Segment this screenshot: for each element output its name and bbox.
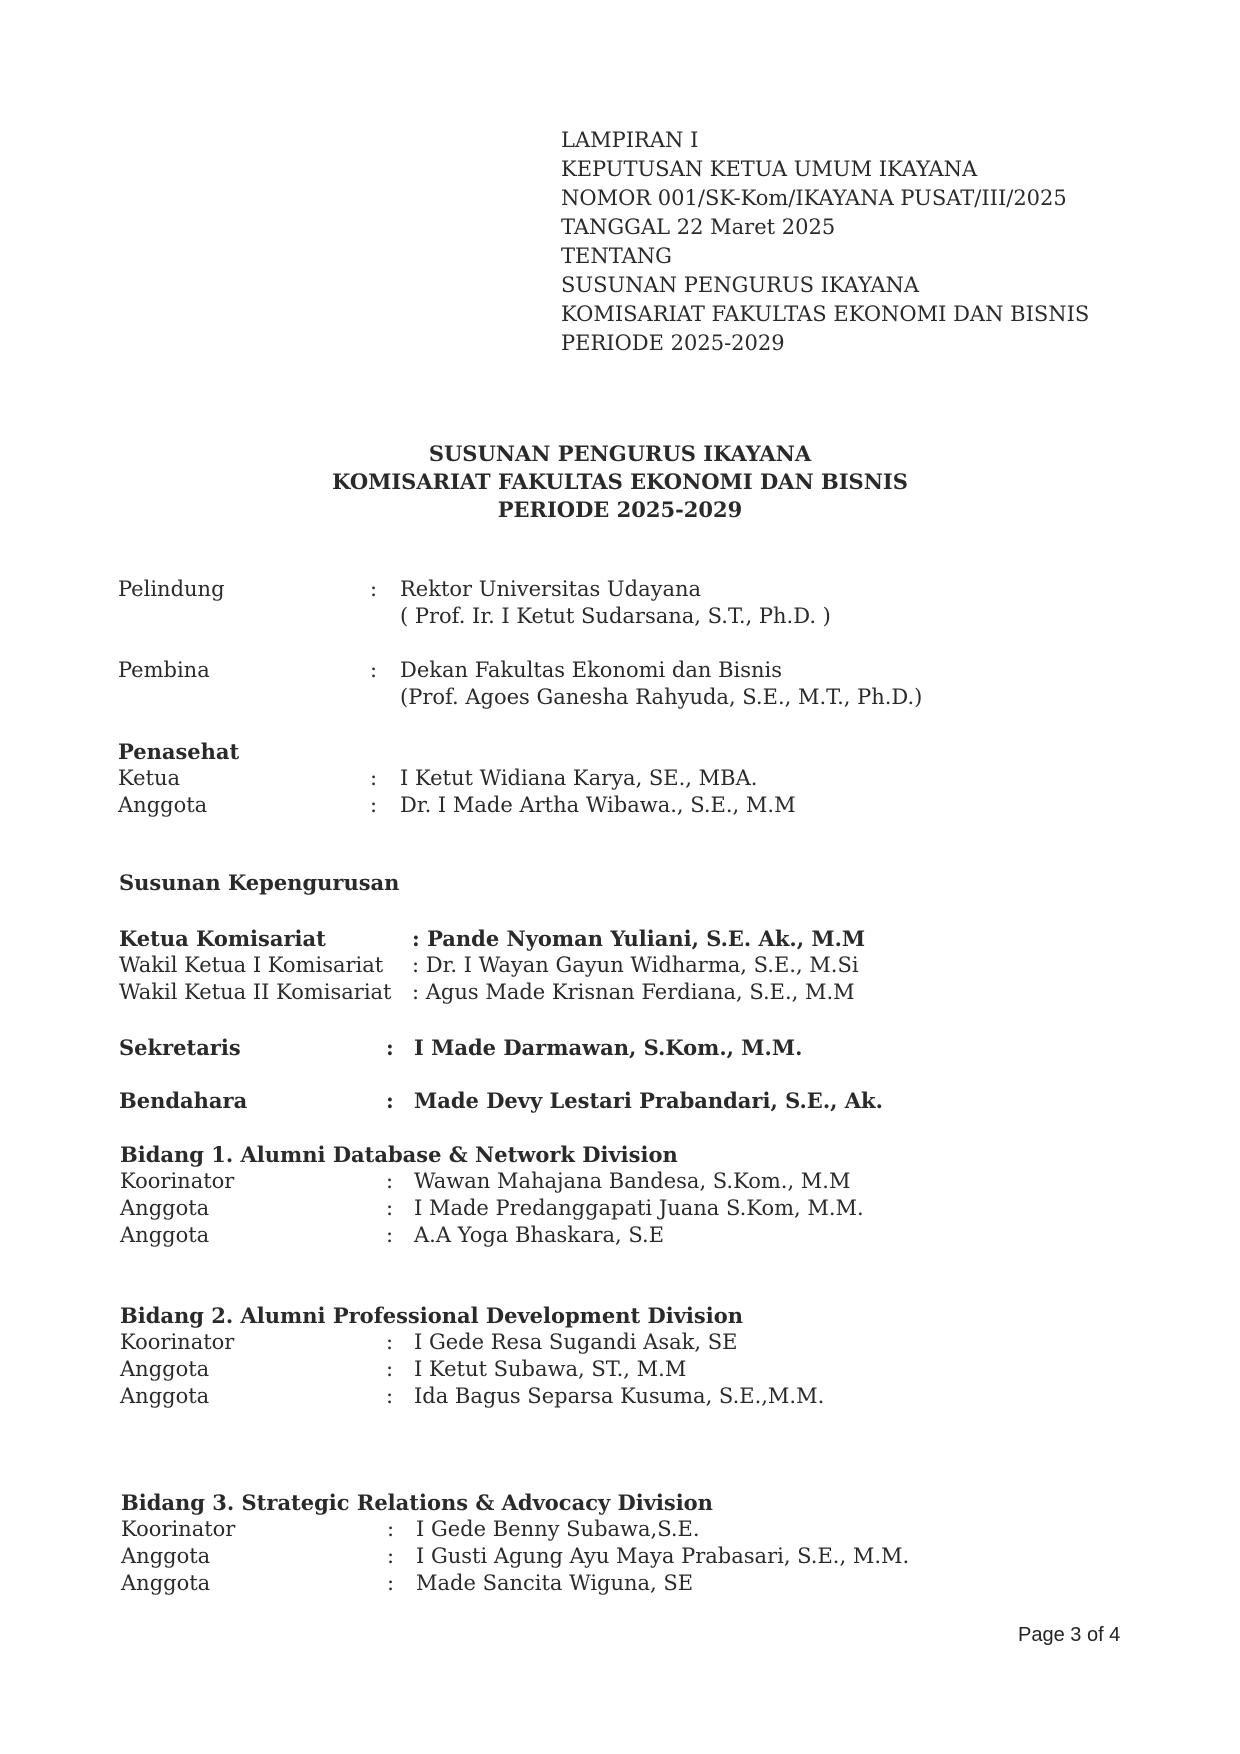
row-label: Anggota [120,1357,210,1381]
colon: : [370,793,378,817]
appendix-line: SUSUNAN PENGURUS IKAYANA [561,273,920,297]
row-label: Ketua Komisariat [119,926,326,951]
row-value: I Made Darmawan, S.Kom., M.M. [414,1035,803,1060]
appendix-line: NOMOR 001/SK-Kom/IKAYANA PUSAT/III/2025 [561,186,1067,210]
row-value: Ida Bagus Separsa Kusuma, S.E.,M.M. [414,1384,825,1408]
row-label: Anggota [121,1544,211,1568]
colon: : [370,658,378,682]
row-value: Made Devy Lestari Prabandari, S.E., Ak. [414,1088,883,1113]
appendix-header [561,126,1089,358]
penasehat-heading: Penasehat [118,739,240,764]
pembina-detail: (Prof. Agoes Ganesha Rahyuda, S.E., M.T., Ph.D.) [400,685,923,709]
row-value: I Gusti Agung Ayu Maya Prabasari, S.E., M.M. [416,1544,910,1568]
pelindung-value: Rektor Universitas Udayana [400,577,702,601]
pelindung-detail: ( Prof. Ir. I Ketut Sudarsana, S.T., Ph.D. ) [400,604,831,628]
pembina-label: Pembina [118,658,210,682]
page-number: Page 3 of 4 [1018,1624,1121,1646]
row-label: Koorinator [120,1330,235,1354]
appendix-line: LAMPIRAN I [561,128,699,152]
row-label: Koorinator [120,1169,235,1193]
appendix-line: PERIODE 2025-2029 [561,331,785,355]
row-label: Anggota [120,1223,210,1247]
row-value: : Agus Made Krisnan Ferdiana, S.E., M.M [412,980,855,1004]
colon: : [387,1517,395,1541]
row-value: Wawan Mahajana Bandesa, S.Kom., M.M [414,1169,851,1193]
kepengurusan-heading: Susunan Kepengurusan [119,870,400,895]
row-value: : Dr. I Wayan Gayun Widharma, S.E., M.Si [412,953,859,977]
pembina-value: Dekan Fakultas Ekonomi dan Bisnis [400,658,783,682]
colon: : [386,1357,394,1381]
row-value: I Made Predanggapati Juana S.Kom, M.M. [414,1196,864,1220]
row-label: Wakil Ketua II Komisariat [119,980,392,1004]
row-label: Anggota [120,1196,210,1220]
title-line: KOMISARIAT FAKULTAS EKONOMI DAN BISNIS [332,469,908,494]
colon: : [386,1330,394,1354]
row-value: Made Sancita Wiguna, SE [416,1571,694,1595]
bidang-1-heading: Bidang 1. Alumni Database & Network Division [120,1142,678,1167]
colon: : [386,1169,394,1193]
colon: : [386,1223,394,1247]
row-label: Ketua [118,766,181,790]
appendix-line: TANGGAL 22 Maret 2025 [561,215,836,239]
row-label: Anggota [120,1384,210,1408]
row-value: I Gede Resa Sugandi Asak, SE [414,1330,738,1354]
bidang-2-heading: Bidang 2. Alumni Professional Development Division [120,1303,743,1328]
document-title [0,440,1240,524]
row-label: Bendahara [119,1088,248,1113]
colon: : [386,1035,394,1060]
row-label: Koorinator [121,1517,236,1541]
appendix-line: TENTANG [561,244,672,268]
colon: : [386,1384,394,1408]
appendix-line: KOMISARIAT FAKULTAS EKONOMI DAN BISNIS [561,302,1090,326]
colon: : [386,1196,394,1220]
row-label: Anggota [118,793,208,817]
row-value: Dr. I Made Artha Wibawa., S.E., M.M [400,793,796,817]
pelindung-label: Pelindung [118,577,225,601]
colon: : [370,766,378,790]
row-label: Anggota [121,1571,211,1595]
row-value: I Ketut Subawa, ST., M.M [414,1357,687,1381]
colon: : [370,577,378,601]
row-value: I Gede Benny Subawa,S.E. [416,1517,700,1541]
colon: : [387,1544,395,1568]
row-value: I Ketut Widiana Karya, SE., MBA. [400,766,758,790]
row-label: Wakil Ketua I Komisariat [119,953,384,977]
colon: : [387,1571,395,1595]
title-line: PERIODE 2025-2029 [497,497,743,522]
colon: : [386,1088,394,1113]
row-value: : Pande Nyoman Yuliani, S.E. Ak., M.M [412,926,866,951]
title-line: SUSUNAN PENGURUS IKAYANA [428,441,812,466]
row-label: Sekretaris [119,1035,241,1060]
row-value: A.A Yoga Bhaskara, S.E [414,1223,665,1247]
bidang-3-heading: Bidang 3. Strategic Relations & Advocacy Division [121,1490,713,1515]
appendix-line: KEPUTUSAN KETUA UMUM IKAYANA [561,157,978,181]
